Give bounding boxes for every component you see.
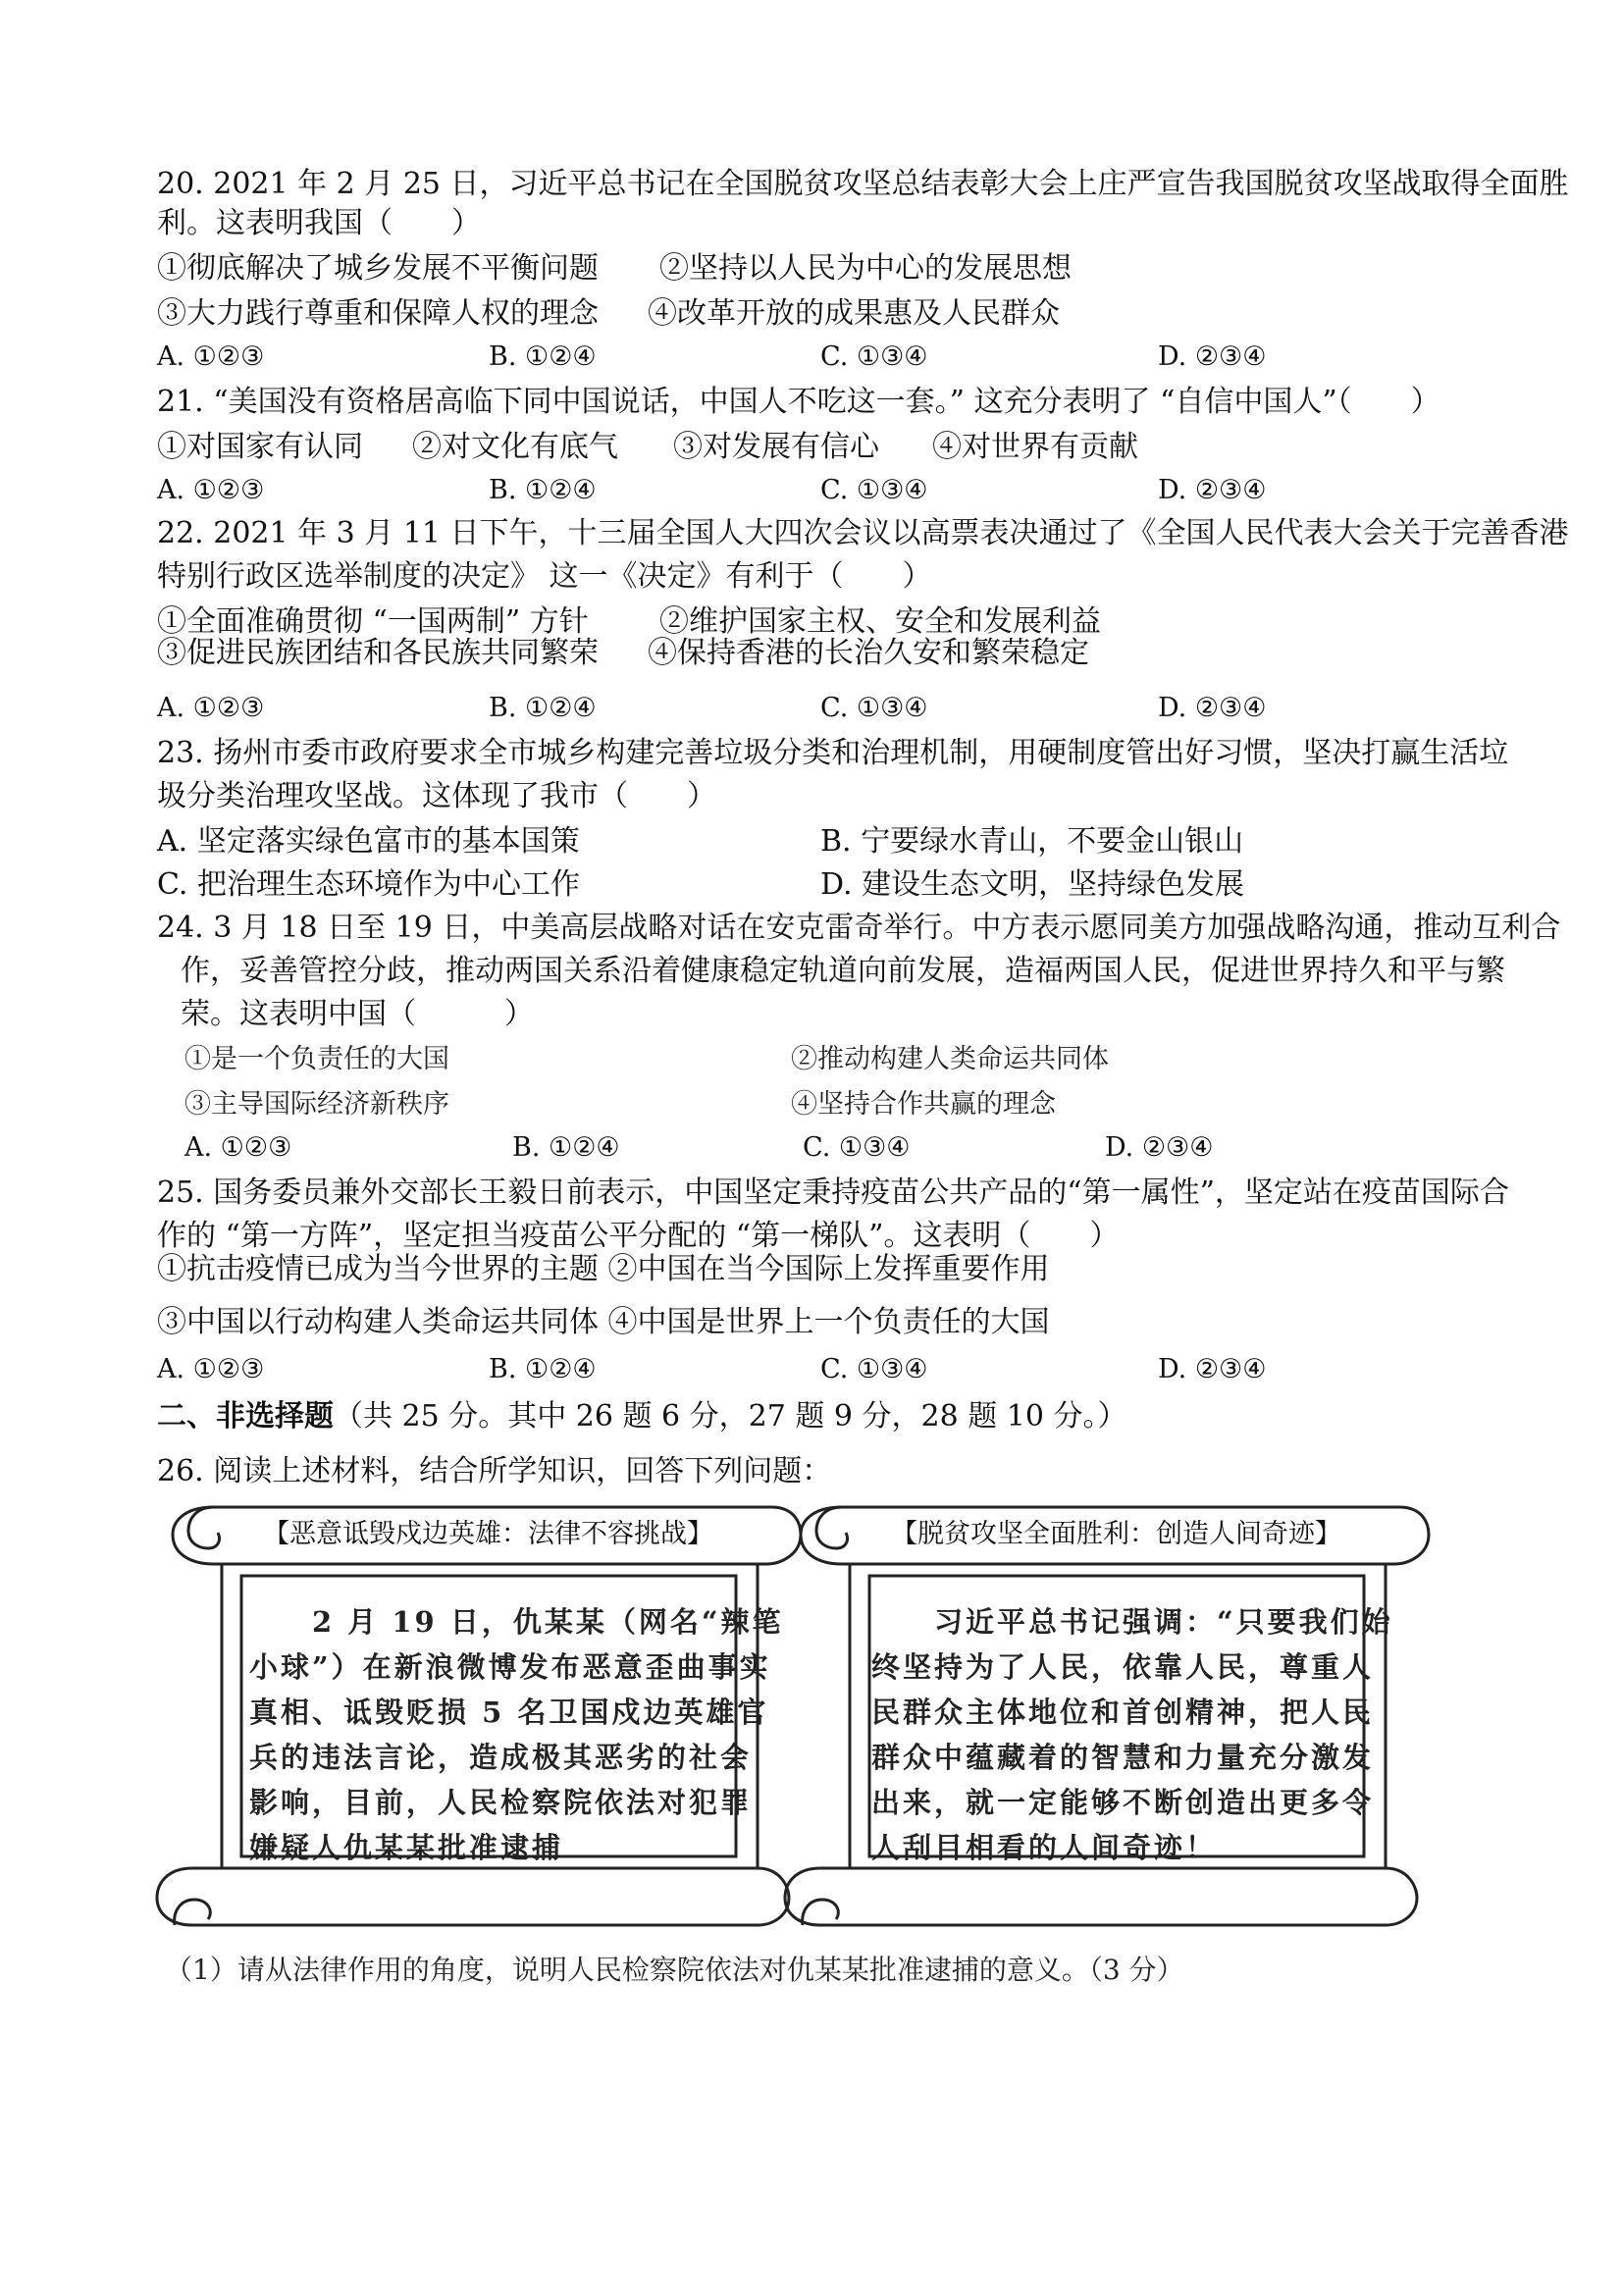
q24-stem-line1: 24. 3 月 18 日至 19 日，中美高层战略对话在安克雷奇举行。中方表示愿同美方加强战略沟通，推动互利合 [157,911,1561,945]
q25-option-b: B. ①②④ [489,1354,597,1384]
q20-stem-line2: 利。这表明我国（ ） [157,206,481,240]
q23-stem-line2: 圾分类治理攻坚战。这体现了我市（ ） [157,779,716,813]
q21-option-b: B. ①②④ [489,475,597,505]
q23-option-b: B. 宁要绿水青山，不要金山银山 [820,824,1244,859]
q25-option-a: A. ①②③ [157,1354,265,1384]
q22-option-d: D. ②③④ [1158,693,1267,723]
q23-stem-line1: 23. 扬州市委市政府要求全市城乡构建完善垃圾分类和治理机制，用硬制度管出好习惯，坚决打赢生活垃 [157,736,1509,770]
q24-statement-1: ①是一个负责任的大国 [184,1044,449,1074]
q24-option-b: B. ①②④ [512,1132,620,1163]
q23-option-c: C. 把治理生态环境作为中心工作 [157,867,580,902]
q22-option-c: C. ①③④ [820,693,928,723]
q26-subquestion-1: （1）请从法律作用的角度，说明人民检察院依法对仇某某批准逮捕的意义。（3 分） [165,1954,1184,1986]
q21-statement-4: ④对世界有贡献 [932,430,1138,464]
q23-option-a: A. 坚定落实绿色富市的基本国策 [157,824,580,859]
q24-stem-line3: 荣。这表明中国（ ） [181,997,534,1031]
scroll-right-line-4: 群众中蕴藏着的智慧和力量充分激发 [871,1741,1375,1774]
q21-statement-1: ①对国家有认同 [157,430,363,464]
scroll-left-line-3: 真相、诋毁贬损 5 名卫国戍边英雄官 [249,1696,769,1729]
q22-statement-1: ①全面准确贯彻 “一国两制” 方针 [157,604,589,639]
q20-statement-3: ③大力践行尊重和保障人权的理念 [157,296,599,331]
q20-option-d: D. ②③④ [1158,341,1267,372]
scroll-right-title: 【脱贫攻坚全面胜利：创造人间奇迹】 [891,1519,1341,1549]
section2-title: 二、非选择题 [157,1399,334,1434]
q21-statement-3: ③对发展有信心 [673,430,879,464]
scroll-right-line-1: 习近平总书记强调：“只要我们始 [871,1605,1393,1639]
scroll-right-line-6: 人刮目相看的人间奇迹！ [871,1831,1218,1864]
q22-option-b: B. ①②④ [489,693,597,723]
q25-statements-1-2: ①抗击疫情已成为当今世界的主题 ②中国在当今国际上发挥重要作用 [157,1252,1050,1286]
q20-option-a: A. ①②③ [157,341,265,372]
q24-option-c: C. ①③④ [803,1132,911,1163]
q23-option-d: D. 建设生态文明，坚持绿色发展 [820,867,1245,902]
scroll-right-body [871,1599,1393,1870]
q22-option-a: A. ①②③ [157,693,265,723]
q25-statements-3-4: ③中国以行动构建人类命运共同体 ④中国是世界上一个负责任的大国 [157,1305,1050,1339]
q24-option-a: A. ①②③ [184,1132,292,1163]
q21-option-c: C. ①③④ [820,475,928,505]
scroll-left-body [249,1599,784,1870]
q22-statement-4: ④保持香港的长治久安和繁荣稳定 [648,636,1089,670]
q24-option-d: D. ②③④ [1105,1132,1214,1163]
q20-option-b: B. ①②④ [489,341,597,372]
scroll-left-line-4: 兵的违法言论，造成极其恶劣的社会 [249,1741,753,1774]
scroll-left-line-5: 影响，目前，人民检察院依法对犯罪 [249,1786,753,1819]
q25-option-c: C. ①③④ [820,1354,928,1384]
scroll-left-line-1: 2 月 19 日，仇某某（网名“辣笔 [249,1605,784,1639]
q20-statement-1: ①彻底解决了城乡发展不平衡问题 [157,251,599,286]
scroll-left-line-2: 小球”）在新浪微博发布恶意歪曲事实 [249,1650,771,1684]
q22-statement-2: ②维护国家主权、安全和发展利益 [659,604,1101,639]
q22-statement-3: ③促进民族团结和各民族共同繁荣 [157,636,599,670]
section2-heading [157,1397,1126,1436]
q21-statement-2: ②对文化有底气 [412,430,618,464]
q20-statement-2: ②坚持以人民为中心的发展思想 [659,251,1072,286]
q25-stem-line1: 25. 国务委员兼外交部长王毅日前表示，中国坚定秉持疫苗公共产品的“第一属性”，坚定站在疫苗国际合 [157,1175,1509,1210]
scroll-right-line-5: 出来，就一定能够不断创造出更多令 [871,1786,1375,1819]
q20-option-c: C. ①③④ [820,341,928,372]
q21-option-a: A. ①②③ [157,475,265,505]
q22-stem-line1: 22. 2021 年 3 月 11 日下午，十三届全国人大四次会议以高票表决通过了《全国人民代表大会关于完善香港 [157,516,1569,550]
section2-note: （共 25 分。其中 26 题 6 分，27 题 9 分，28 题 10 分。） [334,1399,1127,1434]
q24-stem-line2: 作，妥善管控分歧，推动两国关系沿着健康稳定轨道向前发展，造福两国人民，促进世界持久和平与繁 [181,954,1505,988]
scroll-right-line-3: 民群众主体地位和首创精神，把人民 [871,1696,1375,1729]
q25-stem-line2: 作的 “第一方阵”，坚定担当疫苗公平分配的 “第一梯队”。这表明（ ） [157,1219,1120,1253]
q26-stem: 26. 阅读上述材料，结合所学知识，回答下列问题： [157,1454,832,1488]
q22-stem-line2: 特别行政区选举制度的决定》 这一《决定》有利于（ ） [157,559,932,594]
q25-option-d: D. ②③④ [1158,1354,1267,1384]
q20-statement-4: ④改革开放的成果惠及人民群众 [648,296,1060,331]
scroll-left-title: 【恶意诋毁戍边英雄：法律不容挑战】 [263,1519,713,1549]
q20-stem-line1: 20. 2021 年 2 月 25 日，习近平总书记在全国脱贫攻坚总结表彰大会上庄严宣告我国脱贫攻坚战取得全面胜 [157,167,1569,201]
q21-stem: 21. “美国没有资格居高临下同中国说话，中国人不吃这一套。” 这充分表明了 “自信中国人”（ ） [157,385,1440,419]
q24-statement-3: ③主导国际经济新秩序 [184,1089,449,1120]
scroll-right-line-2: 终坚持为了人民，依靠人民，尊重人 [871,1650,1375,1684]
scroll-left-line-6: 嫌疑人仇某某批准逮捕 [249,1831,564,1864]
q24-statement-2: ②推动构建人类命运共同体 [791,1044,1109,1074]
q21-option-d: D. ②③④ [1158,475,1267,505]
q24-statement-4: ④坚持合作共赢的理念 [791,1089,1056,1120]
